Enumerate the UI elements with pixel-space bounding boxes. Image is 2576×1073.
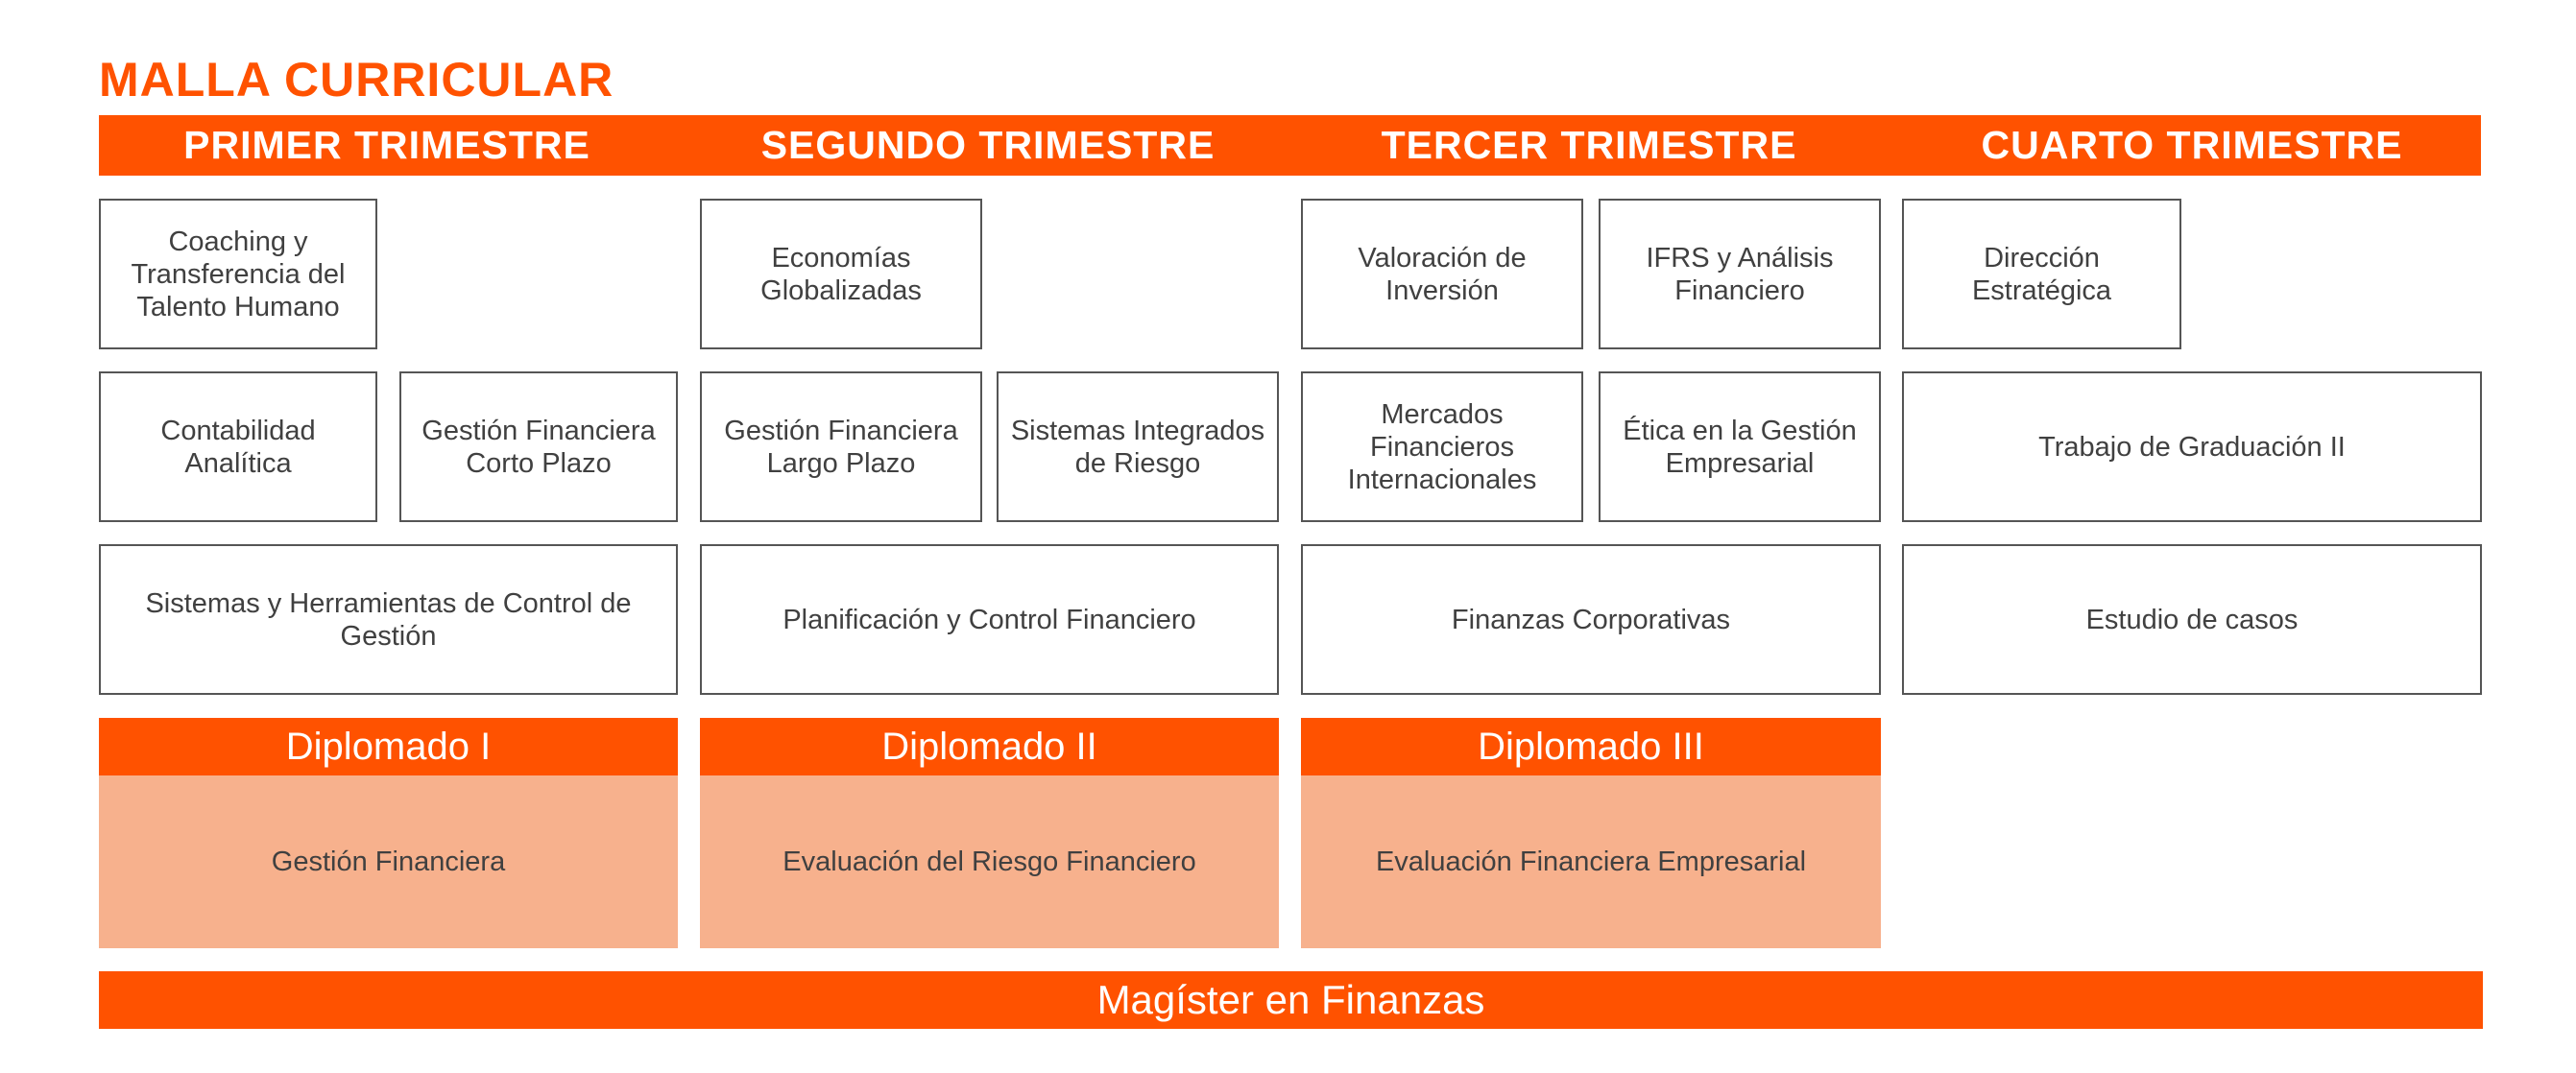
quarter-3-heading: TERCER TRIMESTRE — [1381, 123, 1797, 167]
course-planificacion: Planificación y Control Financiero — [700, 544, 1279, 695]
course-gestion-corto: Gestión Financiera Corto Plazo — [399, 371, 678, 522]
course-ifrs: IFRS y Análisis Financiero — [1599, 199, 1881, 349]
quarter-1-heading: PRIMER TRIMESTRE — [183, 123, 590, 167]
degree-footer: Magíster en Finanzas — [99, 971, 2483, 1029]
course-valoracion: Valoración de Inversión — [1301, 199, 1583, 349]
course-direccion: Dirección Estratégica — [1902, 199, 2181, 349]
course-gestion-largo: Gestión Financiera Largo Plazo — [700, 371, 982, 522]
course-estudio-casos: Estudio de casos — [1902, 544, 2482, 695]
course-economias: Economías Globalizadas — [700, 199, 982, 349]
diplomado-1-heading: Diplomado I — [99, 718, 678, 775]
diplomado-3-heading: Diplomado III — [1301, 718, 1881, 775]
diplomado-2-course: Evaluación del Riesgo Financiero — [700, 775, 1279, 948]
quarters-header — [99, 115, 2481, 176]
diplomado-1-course: Gestión Financiera — [99, 775, 678, 948]
course-mercados: Mercados Financieros Internacionales — [1301, 371, 1583, 522]
quarter-4-heading: CUARTO TRIMESTRE — [1981, 123, 2403, 167]
course-finanzas-corporativas: Finanzas Corporativas — [1301, 544, 1881, 695]
course-etica: Ética en la Gestión Empresarial — [1599, 371, 1881, 522]
course-contabilidad: Contabilidad Analítica — [99, 371, 377, 522]
course-trabajo-graduacion: Trabajo de Graduación II — [1902, 371, 2482, 522]
diplomado-2-heading: Diplomado II — [700, 718, 1279, 775]
course-sistemas-control: Sistemas y Herramientas de Control de Gestión — [99, 544, 678, 695]
diplomado-3-course: Evaluación Financiera Empresarial — [1301, 775, 1881, 948]
quarter-2-heading: SEGUNDO TRIMESTRE — [760, 123, 1216, 167]
course-coaching: Coaching y Transferencia del Talento Humano — [99, 199, 377, 349]
page-title: MALLA CURRICULAR — [99, 53, 614, 107]
course-sistemas-riesgo: Sistemas Integrados de Riesgo — [997, 371, 1279, 522]
